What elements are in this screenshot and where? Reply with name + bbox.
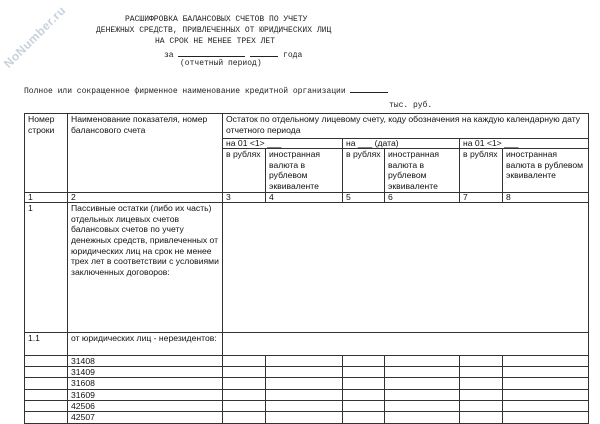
header-fx-1: иностранная валюта в рублевом эквиваленте (266, 149, 343, 193)
value-cell[interactable] (503, 401, 589, 412)
value-cell[interactable] (503, 412, 589, 423)
value-cell[interactable] (343, 378, 385, 389)
value-cell[interactable] (460, 412, 503, 423)
value-cell[interactable] (223, 412, 266, 423)
value-cell[interactable] (343, 412, 385, 423)
value-cell[interactable] (503, 389, 589, 400)
value-cell[interactable] (503, 367, 589, 378)
value-cell[interactable] (266, 389, 343, 400)
value-cell[interactable] (460, 367, 503, 378)
title-line-2: ДЕНЕЖНЫХ СРЕДСТВ, ПРИВЛЕЧЕННЫХ ОТ ЮРИДИЧЕСКИХ ЛИЦ (96, 26, 332, 35)
value-cell[interactable] (460, 355, 503, 366)
account-row (25, 355, 589, 366)
header-indicator-name: Наименование показателя, номер балансового счета (68, 114, 223, 193)
row-number-cell (25, 412, 68, 423)
balance-table (24, 113, 589, 424)
row-values (223, 332, 589, 355)
account-row (25, 412, 589, 423)
watermark: NoNumber.ru (0, 3, 69, 71)
row-number-cell (25, 378, 68, 389)
col-number: 8 (503, 192, 589, 202)
account-row (25, 389, 589, 400)
year-field[interactable] (250, 48, 278, 57)
col-number: 1 (25, 192, 68, 202)
header-row-number: Номер строки (25, 114, 68, 193)
value-cell[interactable] (503, 378, 589, 389)
account-number: 42507 (68, 412, 223, 423)
org-name-line (24, 84, 388, 97)
value-cell[interactable] (266, 401, 343, 412)
value-cell[interactable] (385, 401, 460, 412)
account-row (25, 401, 589, 412)
value-cell[interactable] (385, 355, 460, 366)
account-number: 42506 (68, 401, 223, 412)
value-cell[interactable] (266, 355, 343, 366)
period-field[interactable] (178, 48, 245, 57)
col-number: 7 (460, 192, 503, 202)
row-number-cell (25, 355, 68, 366)
account-number: 31408 (68, 355, 223, 366)
col-number: 5 (343, 192, 385, 202)
row-number: 1 (25, 202, 68, 332)
value-cell[interactable] (266, 367, 343, 378)
row-number: 1.1 (25, 332, 68, 355)
row-values (223, 202, 589, 332)
value-cell[interactable] (460, 389, 503, 400)
value-cell[interactable] (385, 412, 460, 423)
period-caption: (отчетный период) (180, 59, 262, 68)
value-cell[interactable] (266, 412, 343, 423)
header-fx-3: иностранная валюта в рублевом эквиваленте (503, 149, 589, 193)
value-cell[interactable] (266, 378, 343, 389)
account-number: 31608 (68, 378, 223, 389)
col-number: 4 (266, 192, 343, 202)
value-cell[interactable] (385, 389, 460, 400)
row-number-cell (25, 389, 68, 400)
value-cell[interactable] (343, 355, 385, 366)
units-label: тыс. руб. (389, 101, 433, 110)
row-number-cell (25, 367, 68, 378)
col-number: 3 (223, 192, 266, 202)
value-cell[interactable] (343, 389, 385, 400)
col-number: 6 (385, 192, 460, 202)
row-name: от юридических лиц - нерезидентов: (68, 332, 223, 355)
header-date-3: на 01 <1> ___ (460, 139, 589, 149)
value-cell[interactable] (223, 389, 266, 400)
value-cell[interactable] (223, 367, 266, 378)
value-cell[interactable] (343, 401, 385, 412)
value-cell[interactable] (385, 378, 460, 389)
account-row (25, 367, 589, 378)
value-cell[interactable] (460, 378, 503, 389)
value-cell[interactable] (503, 355, 589, 366)
header-fx-2: иностранная валюта в рублевом эквиваленте (385, 149, 460, 193)
value-cell[interactable] (343, 367, 385, 378)
header-date-2: на ___ (дата) (343, 139, 460, 149)
value-cell[interactable] (223, 378, 266, 389)
header-rub-2: в рублях (343, 149, 385, 193)
table-row (25, 332, 589, 355)
header-rub-3: в рублях (460, 149, 503, 193)
period-suffix: года (283, 51, 303, 60)
value-cell[interactable] (385, 367, 460, 378)
account-number: 31609 (68, 389, 223, 400)
org-name-label: Полное или сокращенное фирменное наименование кредитной организации (24, 87, 346, 96)
value-cell[interactable] (223, 401, 266, 412)
title-line-1: РАСШИФРОВКА БАЛАНСОВЫХ СЧЕТОВ ПО УЧЕТУ (125, 15, 308, 24)
header-date-1: на 01 <1> ___ (223, 139, 343, 149)
header-balance: Остаток по отдельному лицевому счету, коду обозначения на каждую календарную дату отчетного периода (223, 114, 589, 139)
account-row (25, 378, 589, 389)
value-cell[interactable] (223, 355, 266, 366)
title-line-3: НА СРОК НЕ МЕНЕЕ ТРЕХ ЛЕТ (155, 37, 276, 46)
org-name-field[interactable] (350, 84, 388, 93)
value-cell[interactable] (460, 401, 503, 412)
col-number: 2 (68, 192, 223, 202)
row-number-cell (25, 401, 68, 412)
table-row (25, 202, 589, 332)
header-rub-1: в рублях (223, 149, 266, 193)
account-number: 31409 (68, 367, 223, 378)
row-name: Пассивные остатки (либо их часть) отдельных лицевых счетов балансовых счетов по учету денежных средств, привлеченных от юридических лиц на срок не менее трех лет в соответствии с условиями заключенных договоров: (68, 202, 223, 332)
period-prefix: за (164, 51, 174, 60)
